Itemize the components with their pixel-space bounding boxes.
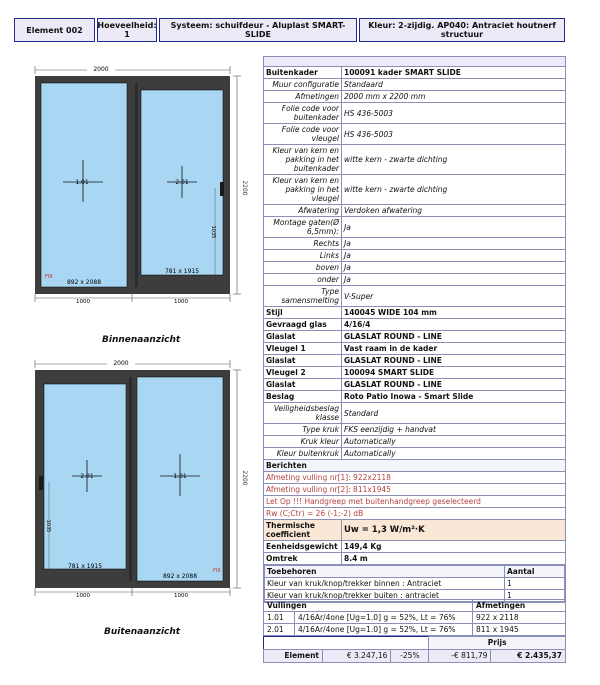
- spec-key: Afmetingen: [264, 91, 342, 103]
- spec-row: [264, 205, 566, 217]
- spec-key: Vleugel 2: [264, 367, 342, 379]
- quantity: Hoeveelheid: 1: [97, 18, 157, 42]
- spec-value: Ja: [342, 217, 566, 238]
- filling-dim: 922 x 2118: [473, 612, 566, 624]
- spec-row: [264, 424, 566, 436]
- spec-value: Automatically: [342, 436, 566, 448]
- spec-key: Kleur van kern en pakking in het buitenkader: [264, 145, 342, 175]
- spec-row: [264, 379, 566, 391]
- fillings-table: [263, 599, 566, 636]
- spec-key: Rechts: [264, 238, 342, 250]
- spec-key: Glaslat: [264, 331, 342, 343]
- thermal-key: Thermische coefficient: [264, 520, 342, 541]
- filling-id: 1.01: [264, 612, 295, 624]
- accessory-name: Kleur van kruk/knop/trekker binnen : Antraciet: [265, 578, 505, 590]
- weight-value: 149,4 Kg: [342, 541, 566, 553]
- message-line: Afmeting vulling nr[1]: 922x2118: [264, 472, 566, 484]
- spec-key: Buitenkader: [264, 67, 342, 79]
- spec-row: [264, 391, 566, 403]
- spec-key: Type kruk: [264, 424, 342, 436]
- spec-row: [264, 403, 566, 424]
- spec-row: [264, 175, 566, 205]
- spec-key: onder: [264, 274, 342, 286]
- message-line: Afmeting vulling nr[2]: 811x1945: [264, 484, 566, 496]
- width-dim-label: 2000: [113, 360, 129, 367]
- panel-size: 781 x 1915: [67, 563, 103, 570]
- spec-value: Ja: [342, 238, 566, 250]
- spec-row: [264, 367, 566, 379]
- spec-key: Beslag: [264, 391, 342, 403]
- spec-row: [264, 217, 566, 238]
- outside-view-drawing: [25, 356, 250, 604]
- spec-key: Afwatering: [264, 205, 342, 217]
- spec-row: [264, 286, 566, 307]
- outside-view-caption: Buitenaanzicht: [104, 627, 181, 637]
- spec-row: [264, 103, 566, 124]
- accessories-qty-header: Aantal: [505, 566, 565, 578]
- spec-row: [264, 250, 566, 262]
- spec-row: [264, 67, 566, 79]
- messages-title: Berichten: [264, 460, 566, 472]
- spec-value: Standaard: [342, 79, 566, 91]
- inside-view-caption: Binnenaanzicht: [102, 335, 181, 345]
- spec-row: [264, 91, 566, 103]
- weight-key: Eenheidsgewicht: [264, 541, 342, 553]
- handle-icon: [39, 476, 43, 490]
- spec-row: [264, 448, 566, 460]
- spec-row: [264, 262, 566, 274]
- panel-size: 781 x 1915: [164, 268, 200, 275]
- spec-row: [264, 331, 566, 343]
- price-table: [263, 636, 566, 663]
- spec-value: 100091 kader SMART SLIDE: [342, 67, 566, 79]
- price-discount: -€ 811,79: [429, 650, 491, 663]
- perimeter-value: 8.4 m: [342, 553, 566, 565]
- fillings-title: Vullingen: [264, 600, 473, 612]
- spec-key: Glaslat: [264, 379, 342, 391]
- accessories-title: Toebehoren: [265, 566, 505, 578]
- accessory-name: Kleur van kruk/knop/trekker buiten : antraciet: [265, 590, 505, 602]
- panel-size: 892 x 2088: [66, 279, 102, 286]
- accessories-table: [264, 565, 565, 602]
- spec-key: Kleur van kern en pakking in het vleugel: [264, 175, 342, 205]
- spec-row: [264, 124, 566, 145]
- price-discount-pct: -25%: [391, 650, 429, 663]
- spec-value: Ja: [342, 250, 566, 262]
- spec-value: Ja: [342, 262, 566, 274]
- spec-value: Automatically: [342, 448, 566, 460]
- table-header-bar: [264, 57, 566, 67]
- spec-value: GLASLAT ROUND - LINE: [342, 355, 566, 367]
- spec-key: Veiligheidsbeslag klasse: [264, 403, 342, 424]
- spec-value: HS 436-5003: [342, 124, 566, 145]
- spec-key: Glaslat: [264, 355, 342, 367]
- spec-value: 100094 SMART SLIDE: [342, 367, 566, 379]
- specification-table: [263, 56, 566, 603]
- filling-dim: 811 x 1945: [473, 624, 566, 636]
- spec-value: Standard: [342, 403, 566, 424]
- spec-key: Kleur buitenkruk: [264, 448, 342, 460]
- panel-label: 1.01: [173, 473, 187, 480]
- spec-key: Muur configuratie: [264, 79, 342, 91]
- spec-row: [264, 319, 566, 331]
- spec-key: Type samensmelting: [264, 286, 342, 307]
- handle-icon: [220, 182, 224, 196]
- spec-row: [264, 307, 566, 319]
- filling-desc: 4/16Ar/4one [Ug=1.0] g = 52%, Lt = 76%: [295, 612, 473, 624]
- spec-key: Stijl: [264, 307, 342, 319]
- spec-value: Roto Patio Inowa - Smart Slide: [342, 391, 566, 403]
- filling-id: 2.01: [264, 624, 295, 636]
- spec-value: 140045 WIDE 104 mm: [342, 307, 566, 319]
- filling-desc: 4/16Ar/4one [Ug=1.0] g = 52%, Lt = 76%: [295, 624, 473, 636]
- price-title: Prijs: [429, 637, 566, 650]
- spec-value: V-Super: [342, 286, 566, 307]
- fix-label: FIX: [213, 568, 221, 574]
- spec-value: witte kern - zwarte dichting: [342, 145, 566, 175]
- handle-height-dim: 1035: [45, 519, 51, 533]
- panel-label: 2.01: [80, 473, 94, 480]
- color-info: Kleur: 2-zijdig. AP040: Antraciet houtnerf structuur: [359, 18, 565, 42]
- spec-value: 4/16/4: [342, 319, 566, 331]
- price-net: € 2.435,37: [491, 650, 566, 663]
- width-dim-label: 2000: [93, 66, 109, 73]
- sub-dim-label: 1000: [174, 299, 188, 305]
- thermal-value: Uw = 1,3 W/m²·K: [342, 520, 566, 541]
- spec-key: Folie code voor vleugel: [264, 124, 342, 145]
- handle-height-dim: 1035: [210, 225, 216, 239]
- spec-row: [264, 355, 566, 367]
- spec-key: Folie code voor buitenkader: [264, 103, 342, 124]
- sub-dim-label: 1000: [76, 593, 90, 599]
- spec-key: boven: [264, 262, 342, 274]
- fillings-dim-header: Afmetingen: [473, 600, 566, 612]
- message-line: Rw (C;Ctr) = 26 (-1;-2) dB: [264, 508, 566, 520]
- height-dim-label: 2200: [241, 180, 248, 196]
- spec-value: GLASLAT ROUND - LINE: [342, 379, 566, 391]
- panel-label: 2.01: [175, 179, 189, 186]
- accessories-section: [264, 565, 566, 603]
- spec-row: [264, 274, 566, 286]
- panel-label: 1.01: [75, 179, 89, 186]
- spec-row: [264, 79, 566, 91]
- spec-key: Montage gaten(Ø 6,5mm):: [264, 217, 342, 238]
- spec-value: GLASLAT ROUND - LINE: [342, 331, 566, 343]
- spec-value: Verdoken afwatering: [342, 205, 566, 217]
- sub-dim-label: 1000: [174, 593, 188, 599]
- spec-row: [264, 343, 566, 355]
- accessory-qty: 1: [505, 590, 565, 602]
- system-info: Systeem: schuifdeur - Aluplast SMART-SLIDE: [159, 18, 357, 42]
- perimeter-key: Omtrek: [264, 553, 342, 565]
- accessory-qty: 1: [505, 578, 565, 590]
- spec-key: Vleugel 1: [264, 343, 342, 355]
- spec-row: [264, 238, 566, 250]
- price-gross: € 3.247,16: [323, 650, 391, 663]
- inside-view-drawing: [25, 62, 250, 310]
- price-label: Element: [264, 650, 323, 663]
- spec-row: [264, 436, 566, 448]
- spec-value: 2000 mm x 2200 mm: [342, 91, 566, 103]
- spec-key: Kruk kleur: [264, 436, 342, 448]
- spec-row: [264, 145, 566, 175]
- element-id: Element 002: [14, 18, 95, 42]
- spec-value: witte kern - zwarte dichting: [342, 175, 566, 205]
- sub-dim-label: 1000: [76, 299, 90, 305]
- spec-value: Ja: [342, 274, 566, 286]
- message-line: Let Op !!! Handgreep met buitenhandgreep geselecteerd: [264, 496, 566, 508]
- height-dim-label: 2200: [241, 470, 248, 486]
- spec-value: FKS eenzijdig + handvat: [342, 424, 566, 436]
- spec-value: Vast raam in de kader: [342, 343, 566, 355]
- spec-key: Gevraagd glas: [264, 319, 342, 331]
- spec-key: Links: [264, 250, 342, 262]
- spec-value: HS 436-5003: [342, 103, 566, 124]
- panel-size: 892 x 2088: [162, 573, 198, 580]
- fix-label: FIX: [45, 274, 53, 280]
